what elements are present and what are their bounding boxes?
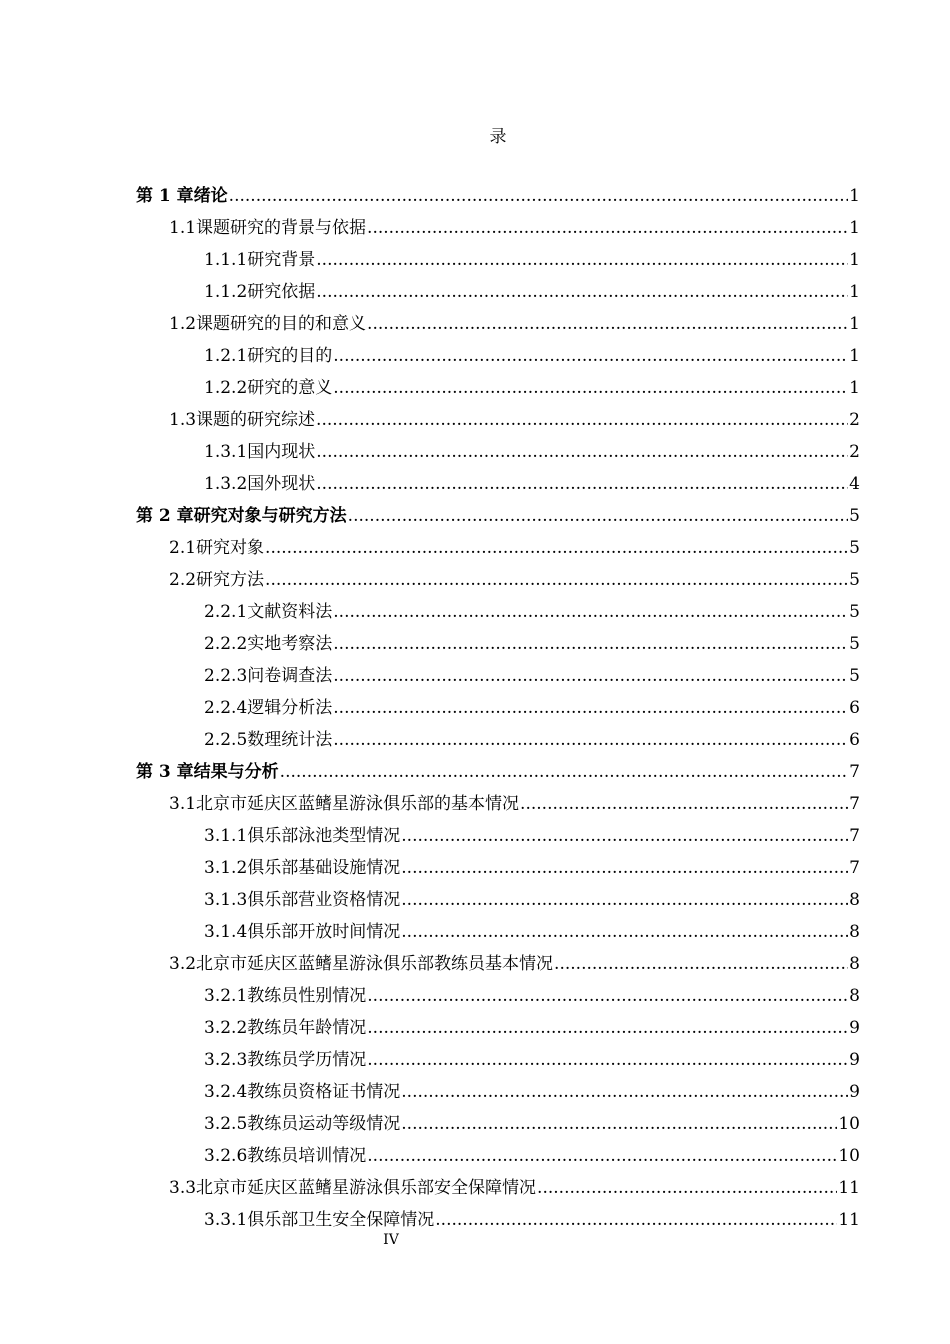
dot-leader	[316, 468, 848, 500]
toc-entry-number: 2.2.1	[204, 602, 248, 622]
toc-entry-page: 5	[849, 602, 860, 622]
toc-entry-title: 研究的意义	[247, 378, 333, 398]
dot-leader	[316, 436, 848, 468]
toc-entry-page: 7	[849, 858, 860, 878]
toc-entry[interactable]	[136, 852, 860, 884]
toc-entry-number: 1.1.2	[204, 282, 248, 302]
toc-entry-page: 1	[849, 282, 860, 302]
toc-entry[interactable]	[136, 980, 860, 1012]
toc-entry-page: 1	[849, 186, 860, 206]
toc-entry-number: 2.2.3	[204, 666, 248, 686]
toc-entry-page: 5	[849, 666, 860, 686]
toc-entry-title: 研究依据	[247, 282, 316, 302]
toc-entry-title: 研究方法	[196, 570, 265, 590]
dot-leader	[333, 724, 848, 756]
toc-entry-page: 5	[849, 570, 860, 590]
dot-leader	[367, 980, 848, 1012]
toc-entry-number: 3.2.4	[204, 1082, 248, 1102]
toc-entry[interactable]	[136, 340, 860, 372]
toc-entry-number: 3.1.1	[204, 826, 248, 846]
toc-entry[interactable]	[136, 500, 860, 532]
toc-entry-page: 9	[849, 1018, 860, 1038]
toc-entry[interactable]	[136, 180, 860, 212]
toc-entry-page: 1	[849, 250, 860, 270]
toc-entry-number: 1.2.1	[204, 346, 248, 366]
toc-entry-page: 1	[849, 346, 860, 366]
toc-entry[interactable]	[136, 1172, 860, 1204]
toc-entry[interactable]	[136, 948, 860, 980]
toc-entry[interactable]	[136, 532, 860, 564]
toc-entry[interactable]	[136, 660, 860, 692]
toc-entry-title: 研究背景	[247, 250, 316, 270]
toc-entry-number: 1.3	[169, 410, 197, 430]
toc-entry-number: 3.2.3	[204, 1050, 248, 1070]
dot-leader	[367, 212, 848, 244]
toc-entry-number: 2.2	[169, 570, 197, 590]
dot-leader	[554, 948, 848, 980]
toc-entry-title: 教练员资格证书情况	[247, 1082, 401, 1102]
toc-entry-number: 3.2.5	[204, 1114, 248, 1134]
dot-leader	[316, 276, 848, 308]
toc-entry-title: 结果与分析	[193, 762, 279, 782]
toc-entry[interactable]	[136, 468, 860, 500]
dot-leader	[401, 1108, 837, 1140]
toc-entry-number: 1.1	[169, 218, 197, 238]
toc-entry-number: 3.3	[169, 1178, 197, 1198]
toc-heading: 录	[489, 127, 507, 147]
toc-entry-title: 北京市延庆区蓝鳍星游泳俱乐部安全保障情况	[196, 1178, 537, 1198]
toc-entry-page: 5	[849, 538, 860, 558]
toc-entry-title: 文献资料法	[247, 602, 333, 622]
dot-leader	[333, 340, 848, 372]
toc-entry-title: 俱乐部泳池类型情况	[247, 826, 401, 846]
toc-entry-page: 10	[838, 1114, 860, 1134]
toc-entry-number: 3.1	[169, 794, 197, 814]
toc-entry-number: 1.1.1	[204, 250, 248, 270]
toc-entry-page: 10	[838, 1146, 860, 1166]
toc-entry-title: 俱乐部开放时间情况	[247, 922, 401, 942]
toc-entry[interactable]	[136, 564, 860, 596]
toc-entry-title: 俱乐部卫生安全保障情况	[247, 1210, 435, 1230]
dot-leader	[333, 596, 848, 628]
toc-entry-page: 1	[849, 218, 860, 238]
toc-entry[interactable]	[136, 724, 860, 756]
toc-entry-title: 国内现状	[247, 442, 316, 462]
toc-entry-page: 2	[849, 442, 860, 462]
toc-entry-title: 俱乐部基础设施情况	[247, 858, 401, 878]
toc-entry-title: 教练员培训情况	[247, 1146, 367, 1166]
dot-leader	[333, 692, 848, 724]
toc-entry-number: 1.3.1	[204, 442, 248, 462]
toc-entry-page: 8	[849, 890, 860, 910]
dot-leader	[367, 1012, 848, 1044]
toc-entry-page: 9	[849, 1082, 860, 1102]
dot-leader	[401, 1076, 848, 1108]
toc-entry-title: 教练员运动等级情况	[247, 1114, 401, 1134]
dot-leader	[229, 180, 849, 212]
dot-leader	[367, 308, 848, 340]
dot-leader	[520, 788, 848, 820]
toc-entry-number: 2.2.5	[204, 730, 248, 750]
toc-entry[interactable]	[136, 1076, 860, 1108]
toc-entry-title: 研究对象与研究方法	[193, 506, 347, 526]
toc-entry-title: 研究的目的	[247, 346, 333, 366]
toc-entry-page: 4	[849, 474, 860, 494]
dot-leader	[401, 916, 848, 948]
toc-entry-title: 逻辑分析法	[247, 698, 333, 718]
dot-leader	[265, 564, 848, 596]
toc-entry[interactable]	[136, 436, 860, 468]
dot-leader	[333, 628, 848, 660]
toc-entry-number: 2.2.4	[204, 698, 248, 718]
toc-entry-page: 5	[849, 506, 860, 526]
toc-entry-title: 课题研究的目的和意义	[196, 314, 367, 334]
toc-entry-page: 1	[849, 378, 860, 398]
toc-entry-number: 1.3.2	[204, 474, 248, 494]
toc-entry[interactable]	[136, 596, 860, 628]
toc-entry[interactable]	[136, 1012, 860, 1044]
dot-leader	[265, 532, 848, 564]
toc-entry[interactable]	[136, 884, 860, 916]
toc-entry-number: 第 3 章	[136, 762, 194, 782]
toc-entry-page: 8	[849, 922, 860, 942]
toc-entry[interactable]	[136, 820, 860, 852]
toc-entry-title: 教练员性别情况	[247, 986, 367, 1006]
toc-entry-number: 第 2 章	[136, 506, 194, 526]
toc-entry-number: 3.2	[169, 954, 197, 974]
toc-entry-title: 教练员学历情况	[247, 1050, 367, 1070]
toc-entry-number: 1.2.2	[204, 378, 248, 398]
toc-entry[interactable]	[136, 756, 860, 788]
toc-entry-number: 2.2.2	[204, 634, 248, 654]
toc-entry-title: 数理统计法	[247, 730, 333, 750]
toc-entry[interactable]	[136, 916, 860, 948]
toc-entry-page: 1	[849, 314, 860, 334]
toc-entry-title: 北京市延庆区蓝鳍星游泳俱乐部教练员基本情况	[196, 954, 554, 974]
toc-entry-page: 7	[849, 826, 860, 846]
toc-entry-title: 国外现状	[247, 474, 316, 494]
toc-entry-title: 俱乐部营业资格情况	[247, 890, 401, 910]
dot-leader	[316, 244, 848, 276]
page-footer-number: IV	[383, 1232, 399, 1248]
toc-entry-page: 7	[849, 762, 860, 782]
dot-leader	[316, 404, 848, 436]
dot-leader	[401, 820, 848, 852]
toc-entry-number: 3.2.6	[204, 1146, 248, 1166]
toc-entry-title: 北京市延庆区蓝鳍星游泳俱乐部的基本情况	[196, 794, 520, 814]
toc-entry-page: 7	[849, 794, 860, 814]
dot-leader	[348, 500, 849, 532]
toc-entry-number: 第 1 章	[136, 186, 194, 206]
toc-entry[interactable]	[136, 628, 860, 660]
toc-entry[interactable]	[136, 404, 860, 436]
toc-entry-number: 1.2	[169, 314, 197, 334]
toc-entry-page: 6	[849, 730, 860, 750]
toc-entry-title: 实地考察法	[247, 634, 333, 654]
toc-entry[interactable]	[136, 308, 860, 340]
toc-entry[interactable]	[136, 692, 860, 724]
toc-entry-page: 5	[849, 634, 860, 654]
toc-entry[interactable]	[136, 1108, 860, 1140]
toc-entry-number: 3.2.1	[204, 986, 248, 1006]
toc-entry[interactable]	[136, 1140, 860, 1172]
toc-entry-page: 8	[849, 954, 860, 974]
toc-entry-page: 8	[849, 986, 860, 1006]
toc-entry-title: 问卷调查法	[247, 666, 333, 686]
toc-entry-number: 3.1.4	[204, 922, 248, 942]
toc-entry[interactable]	[136, 788, 860, 820]
toc-entry-page: 9	[849, 1050, 860, 1070]
table-of-contents	[136, 180, 860, 1236]
toc-entry-page: 11	[838, 1178, 860, 1198]
dot-leader	[333, 660, 848, 692]
toc-entry-title: 课题研究的背景与依据	[196, 218, 367, 238]
toc-entry-number: 3.3.1	[204, 1210, 248, 1230]
toc-entry[interactable]	[136, 372, 860, 404]
dot-leader	[401, 852, 848, 884]
toc-entry-number: 3.2.2	[204, 1018, 248, 1038]
toc-entry-title: 绪论	[193, 186, 228, 206]
toc-entry-page: 6	[849, 698, 860, 718]
toc-entry-number: 3.1.3	[204, 890, 248, 910]
toc-entry[interactable]	[136, 212, 860, 244]
dot-leader	[333, 372, 848, 404]
dot-leader	[280, 756, 849, 788]
toc-entry-page: 11	[838, 1210, 860, 1230]
toc-entry[interactable]	[136, 1044, 860, 1076]
toc-entry[interactable]	[136, 244, 860, 276]
toc-entry-title: 研究对象	[196, 538, 265, 558]
dot-leader	[537, 1172, 837, 1204]
toc-entry-title: 教练员年龄情况	[247, 1018, 367, 1038]
toc-entry-number: 2.1	[169, 538, 197, 558]
toc-entry-title: 课题的研究综述	[196, 410, 316, 430]
dot-leader	[367, 1140, 837, 1172]
dot-leader	[367, 1044, 848, 1076]
dot-leader	[401, 884, 848, 916]
toc-entry[interactable]	[136, 276, 860, 308]
toc-entry-number: 3.1.2	[204, 858, 248, 878]
toc-entry-page: 2	[849, 410, 860, 430]
